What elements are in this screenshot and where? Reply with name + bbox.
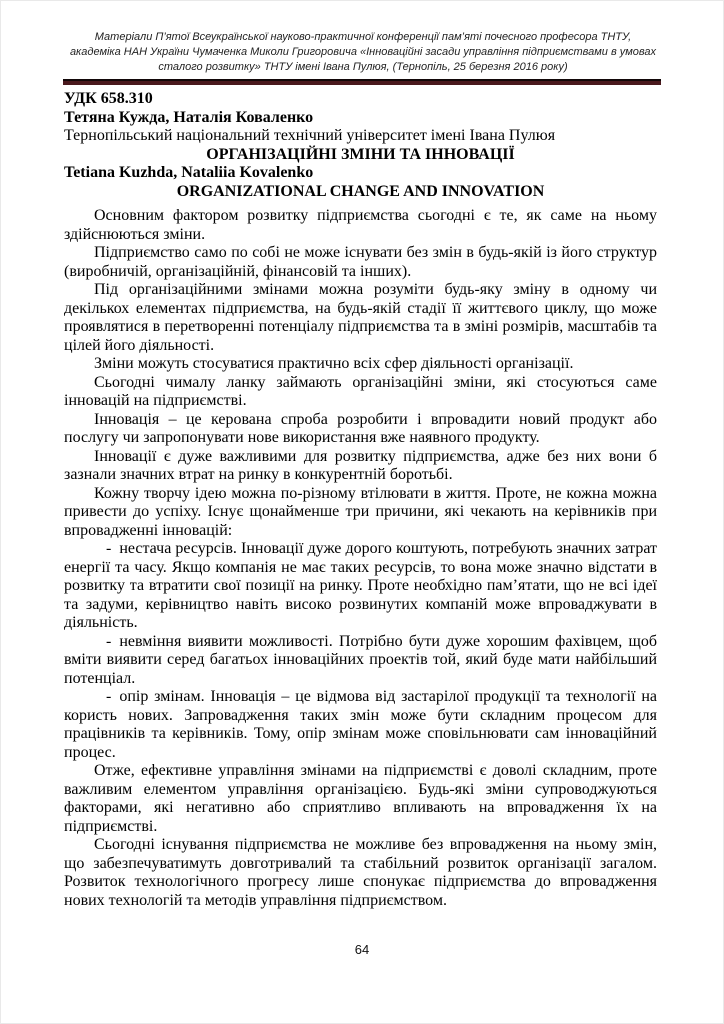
header-rule-divider [63,79,661,85]
body-paragraph: Зміни можуть стосуватися практично всіх сфер діяльності організації. [94,355,574,372]
conference-header-line-2: академіка НАН України Чумаченка Миколи Григоровича «Інноваційні засади управління підприємствами в умовах [69,46,657,58]
conference-header-line-1: Матеріали П’ятої Всеукраїнської науково-практичної конференції пам’яті почесного професора ТНТУ, [94,31,632,43]
body-paragraph: Основним фактором розвитку підприємства сьогодні є те, як саме на ньому здійснюються зміни. [64,207,657,243]
body-paragraph: Кожну творчу ідею можна по-різному втілювати в життя. Проте, не кожна можна привести до успіху. Існує щонайменше три причини, які чекають на керівників при впровадженні інновацій: [64,484,657,539]
body-paragraph: Сьогодні існування підприємства не можливе без впровадження на ньому змін, що забезпечуватимуть довготривалий та стабільний розвиток організації загалом. Розвиток технологічного прогресу лише спонукає підприємства до впровадження нових технологій та методів управління підприємством. [64,836,657,909]
body-paragraph: Інновація – це керована спроба розробити і впровадити новий продукт або послугу чи запропонувати нове використання вже наявного продукту. [64,410,657,446]
conference-header-line-3: сталого розвитку» ТНТУ імені Івана Пулюя, (Тернопіль, 25 березня 2016 року) [158,61,568,73]
body-paragraph-bullet: - невміння виявити можливості. Потрібно бути дуже хорошим фахівцем, щоб вміти виявити серед багатьох інноваційних проектів той, який буде мати найбільший потенціал. [64,632,657,687]
article-content [64,90,657,910]
body-paragraph-bullet: - опір змінам. Інновація – це відмова від застарілої продукції та технології на користь нових. Запровадження таких змін може бути складним процесом для працівників та керівників. Тому, опір змінам може сповільнювати сам інноваційний процес. [64,688,657,761]
body-paragraph: Інновації є дуже важливими для розвитку підприємства, адже без них вони б зазнали значних втрат на ринку в конкурентній боротьбі. [64,447,657,483]
affiliation-ukrainian: Тернопільський національний технічний університет імені Івана Пулюя [64,127,556,144]
article-title-english: ORGANIZATIONAL CHANGE AND INNOVATION [176,182,545,200]
body-paragraph: Під організаційними змінами можна розуміти будь-яку зміну в одному чи декількох елементах підприємства, на будь-якій стадії її життєвого циклу, що може проявлятися в перетворенні потенціалу підприємства та в зміні розмірів, масштабів та цілей його діяльності. [64,281,657,354]
authors-english: Tetiana Kuzhda, Nataliia Kovalenko [64,164,314,181]
article-title-ukrainian: ОРГАНІЗАЦІЙНІ ЗМІНИ ТА ІННОВАЦІЇ [206,145,515,163]
body-paragraph: Сьогодні чималу ланку займають організаційні зміни, які стосуються саме інновацій на підприємстві. [64,373,657,409]
authors-ukrainian: Тетяна Кужда, Наталія Коваленко [64,108,314,126]
article-body [64,207,657,910]
page-number: 64 [354,942,370,957]
udc-code: УДК 658.310 [64,90,153,107]
body-paragraph: Отже, ефективне управління змінами на підприємстві є доволі складним, проте важливим елементом управління організацією. Будь-які зміни супроводжуються факторами, які негативно або сприятливо впливають на впровадження їх на підприємстві. [64,762,657,835]
conference-header [51,30,675,75]
body-paragraph-bullet: - нестача ресурсів. Інновації дуже дорого коштують, потребують значних затрат енергії та часу. Якщо компанія не має таких ресурсів, то вона може значно відстати в розвитку та втратити свої позиції на ринку. Проте необхідно пам’ятати, що не всі ідеї та задуми, керівництво навіть високо розвинутих компаній може впроваджувати в діяльність. [64,540,657,631]
body-paragraph: Підприємство само по собі не може існувати без змін в будь-якій із його структур (виробничій, організаційній, фінансовій та інших). [64,244,657,280]
